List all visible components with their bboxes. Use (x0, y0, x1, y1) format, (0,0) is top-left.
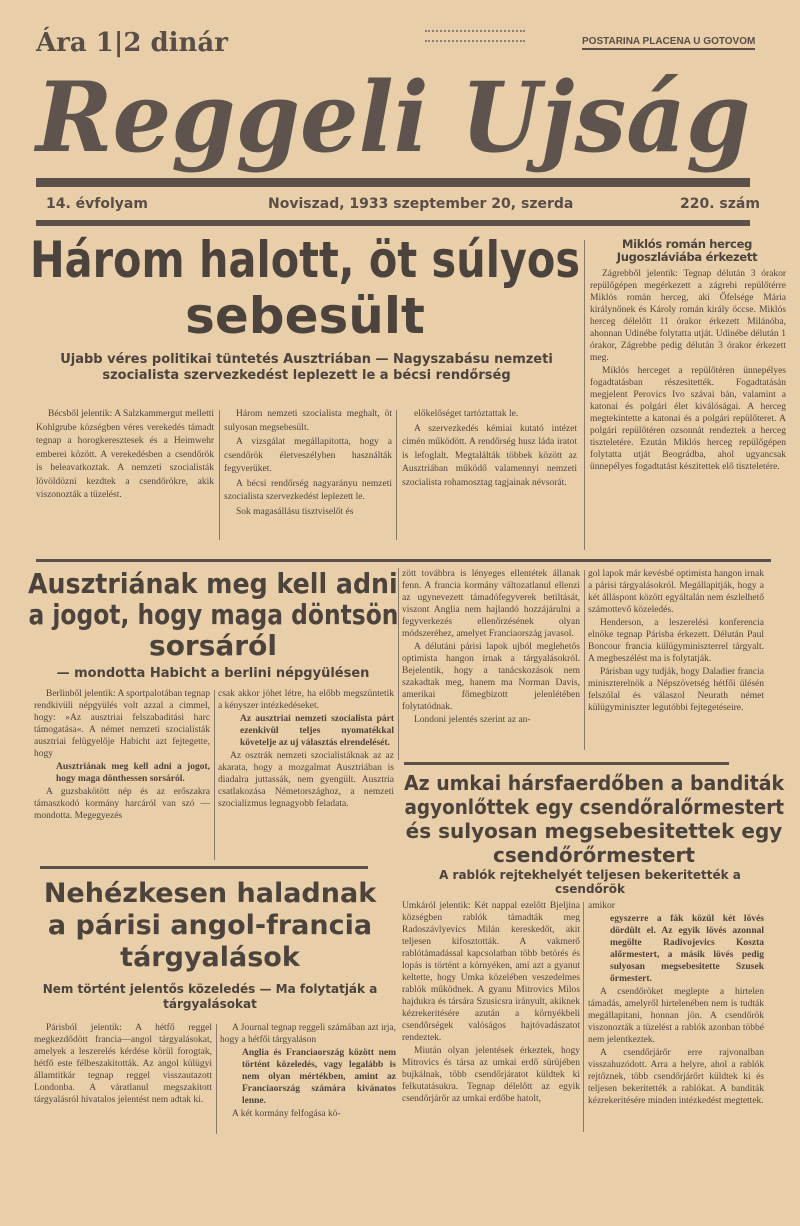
umka-subhead: A rablók rejtekhelyét teljesen bekeritették a csendőrök (439, 868, 741, 896)
paragraph: Zágrebből jelentik: Tegnap délután 3 órakor repülőgépen megérkezett a zágrebi repülőtérre Miklós román herceg, aki Őfelsége Mária királynőnek és Károly román király öccse. Miklós herceg délelőtt 11 órakor érkezett Milánóba, ahonnan Udinébe folytatta utját. Udinébe délután 1 órakor, Zágrebbe pedig délután 3 órakor érkezett meg. (590, 269, 786, 363)
column-divider (396, 410, 397, 540)
lead-column-2 (224, 408, 392, 520)
paris-continued-column-a (402, 568, 580, 727)
column-divider (584, 570, 585, 750)
paris-continued-column-b (588, 568, 764, 715)
paragraph: A csendőröket meglepte a hirtelen támadás, amelyről hirtelenében nem is tudták megállapitani, honnan jön. A csendőrök viszonozták a tüzelést a rablók azonban többé nem jelentkeztek. (588, 987, 764, 1045)
habicht-headline-line: a jogot, hogy maga döntsön (28, 598, 398, 631)
paragraph: Párisban ugy tudják, hogy Daladier francia miniszterelnök a Népszövetség hétfői ülésén felszólal és válaszol Neurath német külügyminiszter legutóbbi fejtegetéseire. (588, 667, 764, 713)
lead-headline (30, 232, 580, 344)
volume-label: 14. évfolyam (46, 196, 148, 212)
paris-headline (30, 878, 390, 974)
quote: Ausztriának meg kell adni a jogot, hogy maga dönthessen sorsáról. (56, 762, 210, 784)
umka-column-2 (588, 900, 764, 1108)
paragraph: Párisból jelentik: A hétfő reggel megkezdődött francia—angol tárgyalásokat, amelyek a leszerelés kérdése körül forogtak, hétfő este félbeszakitották. Az angol külügyi államtitkár tegnap reggel visszautazott Londonba. A váratlanul megszakitott tárgyalásról hivatalos jelentést nem adtak ki. (34, 1023, 212, 1105)
section-rule (404, 762, 729, 765)
newspaper-logo: Reggeli Ujság (35, 61, 751, 174)
paragraph: Miklós herceget a repülőtéren ünnepélyes fogadtatásban részesitették. Fogadtatásán megjelent Perovics Ivo szávai bán, valamint a katonai és polgári élet kiválóságai. A herceg megtekintette a katonai és a polgári repülőteret. A polgári repülőtéren ozsonnát rendeztek a herceg tiszteletére. Ezután Miklós herceg repülőgépen folytatta utját Beográdba, ahol ugyancsak ünnepélyes fogadtatást készitettek elő tiszteletére. (590, 366, 786, 472)
column-divider (398, 568, 399, 760)
paragraph: amikor (588, 901, 615, 911)
issue-number: 220. szám (680, 196, 760, 212)
umka-headline (404, 771, 784, 867)
paragraph: A guzsbakötött nép és az erőszakra támaszkodó kormány harcáról van szó — mondotta. Megegyezés (34, 787, 210, 821)
paragraph: A vizsgálat megállapitotta, hogy a csendőrök életveszélyben használták fegyverüket. (224, 437, 392, 474)
habicht-headline (28, 568, 398, 661)
price-label: Ára 1|2 dinár (36, 28, 228, 58)
lead-headline-line: Három halott, öt súlyos (30, 231, 580, 289)
paragraph: A szervezkedés kémiai kutató intézet cimén működött. A rendőrség husz láda iratot is lefoglalt. Megtalálták többek között az Ausztriában működő valamennyi nemzeti szocialista rohamosztag tagjainak névsorát. (402, 423, 577, 488)
habicht-headline-line: Ausztriának meg kell adni (28, 567, 398, 600)
paris-headline-line: Nehézkesen haladnak (43, 878, 377, 909)
paragraph: Henderson, a leszerelési konferencia elnöke tegnap Párisba érkezett. Délután Paul Boncour francia külügyminiszterrel tárgyalt. A megbeszélést ma is folytatják. (588, 618, 764, 664)
umka-headline-line: Az umkai hársfaerdőben a banditák (403, 771, 785, 795)
paragraph: A délutáni párisi lapok ujból meglehetős optimista hangon irnak a tárgyalásokról. Bejelentik, hogy a tanácskozások nem szakadtak meg, hanem ma Norman Davis, amerikai főmegbizott jelenlétében folytatódnak. (402, 642, 580, 712)
ornament (425, 30, 525, 42)
paris-column-1 (34, 1022, 212, 1107)
paragraph: Umkáról jelentik: Két nappal ezelőtt Bjeljina községben rablók támadták meg Radoszávlyevics Milán kereskedőt, akit teljesen kifosztották. A vakmerő rablótámadással kapcsolatban több betörés és lopás is történt a környéken, ami azt a gyanut keltette, hogy Umka közelében veszedelmes rablók működnek. A gyanu Mitrovics Milos hajdukra és társára Szusicsra irányult, akiknek kézrekeritésére azután a környékbeli csendőrségek valóságos hajtóvadászatot rendeztek. (402, 901, 580, 1043)
column-divider (583, 902, 584, 1132)
paragraph: előkelőséget tartóztattak le. (414, 409, 519, 419)
paragraph: A csendőrjárőr erre rajvonalban visszahuzódott. Arra a helyre, ahol a rablók rejtőznek, több csendőrjárőrt küldtek ki és teljesen bekeritették a rablókat. A banditák kézrekeritésére minden intézkedést megtettek. (588, 1048, 764, 1106)
quote: egyszerre a fák közül két lövés dördült el. Az egyik lövés azonnal megölte Radivojevics Koszta alőrmestert, a másik lövés pedig sulyosan megsebesitette Szusek őrmestert. (610, 914, 764, 984)
column-divider (219, 410, 220, 540)
paragraph: Berlinből jelentik: A sportpalotában tegnap rendkivüli népgyülés volt azzal a cimmel, hogy: »Az ausztriai felszabaditási harc támogatása«. A német nemzeti szocialisták ausztriai felügyelője Habicht azt fejtegette, hogy (34, 689, 210, 759)
newspaper-logo-wrap (36, 62, 750, 178)
lead-column-1 (36, 408, 214, 504)
paragraph: A két kormány felfogása kö- (232, 1109, 341, 1119)
paragraph: A bécsi rendőrség nagyarányu nemzeti szocialista szervezkedést leplezett le. (224, 478, 392, 502)
habicht-headline-line: sorsáról (149, 629, 277, 662)
quote: Anglia és Franciaország között nem történt közeledés, vagy legalább is nem olyan mértékben, amint az Franciaország számára kivánatos lenne. (242, 1048, 396, 1106)
paris-headline-line: a párisi angol-francia (47, 910, 373, 941)
masthead-rule (36, 220, 750, 226)
lead-subhead: Ujabb véres politikai tüntetés Ausztriában — Nagyszabásu nemzeti szocialista szervezkedést leplezett le a bécsi rendőrség (60, 352, 553, 383)
miklos-headline: Miklós román herceg Jugoszláviába érkezett (616, 237, 758, 264)
habicht-subhead: — mondotta Habicht a berlini népgyülésen (56, 666, 370, 681)
quote: Az ausztriai nemzeti szocialista párt ezenkivül teljes nyomatékkal követelje az uj választás elrendelését. (240, 714, 394, 748)
paris-subhead: Nem történt jelentős közeledés — Ma folytatják a tárgyalásokat (42, 982, 378, 1011)
section-rule (40, 866, 368, 869)
column-divider (584, 240, 585, 550)
paragraph: Sok magasállásu tisztviselőt és (236, 506, 354, 517)
habicht-subhead-wrap (28, 666, 398, 682)
postage-label: POSTARINA PLACENA U GOTOVOM (582, 36, 755, 50)
paragraph: gol lapok már kevésbé optimista hangon irnak a párisi tárgyalásokról. Megállapitják, hogy a két álláspont között egyáltalán nem észlelhető számottevő közeledés. (588, 569, 764, 615)
umka-headline-line: és sulyosan megsebesitettek egy (405, 819, 783, 843)
column-divider (214, 690, 215, 860)
paragraph: csak akkor jöhet létre, ha előbb megszüntetik a kényszer intézkedéseket. (218, 689, 394, 711)
paris-column-2 (220, 1022, 396, 1121)
logo-underline (36, 178, 750, 187)
section-rule (36, 559, 771, 562)
paragraph: Három nemzeti szocialista meghalt, öt sulyosan megsebesült. (224, 409, 392, 433)
paragraph: Az osztrák nemzeti szocialistáknak az az akarata, hogy a mozgalmat Ausztriában is diadalra juttassák, nem gyengült. Ausztria csatlakozása Németországhoz, a nemzeti szocializmus legnagyobb feladata. (218, 751, 394, 809)
column-divider (216, 1024, 217, 1134)
paragraph: A Journal tegnap reggeli számában azt irja, hogy a hétfői tárgyaláson (220, 1023, 396, 1045)
miklos-article (590, 268, 786, 474)
umka-column-1 (402, 900, 580, 1106)
dateline: Noviszad, 1933 szeptember 20, szerda (268, 196, 574, 212)
paragraph: Londoni jelentés szerint az an- (414, 715, 531, 725)
umka-headline-line: csendőrőrmestert (493, 843, 695, 867)
lead-headline-line: sebesült (185, 287, 425, 345)
paris-headline-line: tárgyalások (120, 942, 300, 973)
habicht-column-2 (218, 688, 394, 811)
paragraph: Bécsből jelentik: A Salzkammergut melletti Kohlgrube községben véres verekedés támadt tegnap a horogkeresztesek és a Heimwehr emberei között. A verekedésben a csendőrök is beleavatkoztak. A nemzeti szocialisták lövöldözni kezdtek a csendőrökre, akik viszonozták a tüzelést. (36, 409, 214, 500)
paragraph: Miután olyan jelentések érkeztek, hogy Mitrovics és társa az umkai erdő sürüjében bujkálnak, több csendőrjáratot küldtek ki felkutatásukra. Tegnap délelőtt az egyik csendőrjárőr az umkai erdőbe hatolt, (402, 1046, 580, 1104)
paragraph: zött továbbra is lényeges ellentétek állanak fenn. A francia kormány változatlanul ellenzi az ugynevezett támadófegyverek betiltását, viszont Anglia nem hajlandó hozzájárulni a fegyverkezés ellenőrzésének olyan módszeréhez, amelyet Franciaország javasol. (402, 569, 580, 639)
lead-column-3 (402, 408, 577, 491)
umka-headline-line: agyonlőttek egy csendőralőrmestert (404, 795, 784, 819)
habicht-column-1 (34, 688, 210, 823)
